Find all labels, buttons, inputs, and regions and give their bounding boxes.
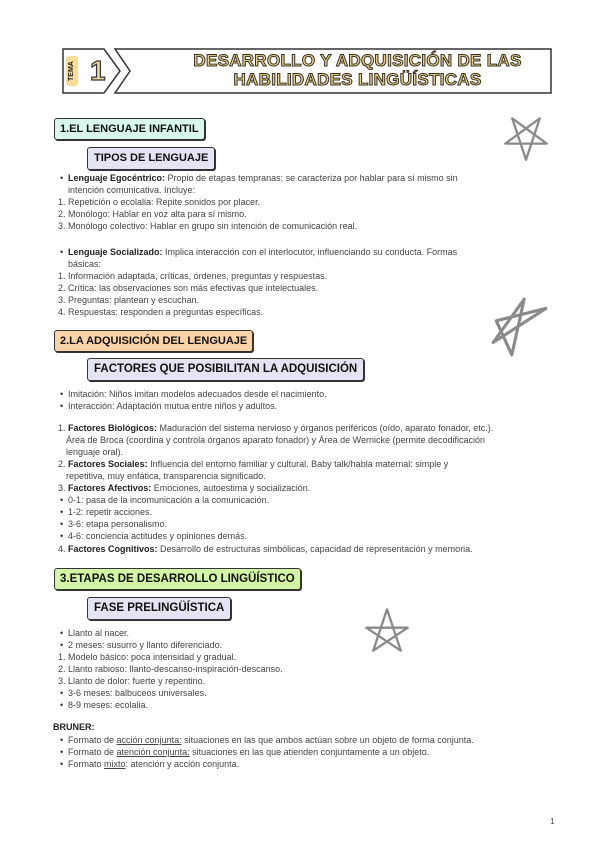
list-item: 2. Factores Sociales: Influencia del entorno familiar y cultural. Baby talk/habla maternal: simple y [58, 459, 449, 469]
list-item: • 1-2: repetir acciones. [68, 506, 152, 518]
star-doodle-icon [487, 288, 549, 366]
list-item: • 2 meses: susurro y llanto diferenciado. [68, 639, 222, 651]
list-item: 2. Crítica: las observaciones son más efectivas que intelectuales. [58, 283, 319, 293]
list-item-cont: repetitiva, muy enfática, transparencia significado. [66, 471, 266, 481]
list-item: • Lenguaje Egocéntrico: Propio de etapas tempranas; se caracteriza por hablar para sí mismo sin [68, 172, 458, 184]
subheading-fase: FASE PRELINGÜÍSTICA [87, 597, 231, 620]
bruner-heading: BRUNER: [53, 722, 95, 732]
list-item: 2. Monólogo: Hablar en voz alta para sí mismo. [58, 209, 247, 219]
list-item: • 0-1: pasa de la incomunicación a la comunicación. [68, 494, 269, 506]
list-item: • 3-6: etapa personalismo. [68, 518, 167, 530]
list-item: 1. Información adaptada, críticas, órdenes, preguntas y respuestas. [58, 271, 328, 281]
list-item: • Formato de acción conjunta: situaciones en las que ambos actúan sobre un objeto de forma conjunta. [68, 734, 474, 746]
page-title: DESARROLLO Y ADQUISICIÓN DE LAS HABILIDADES LINGÜÍSTICAS [193, 51, 522, 89]
list-item: 3. Factores Afectivos: Emociones, autoestima y socialización. [58, 483, 311, 493]
section-heading-1: 1.EL LENGUAJE INFANTIL [54, 118, 205, 140]
list-item-cont: Área de Broca (coordina y controla órganos aparato fonador) y Área de Wernicke (permite decodificación [66, 435, 486, 445]
list-item: 2. Llanto rabioso: llanto-descanso-inspiración-descanso. [58, 664, 283, 674]
list-item: • Formato de atención conjunta: situaciones en las que atienden conjuntamente a un objeto. [68, 746, 429, 758]
list-item: • Interacción: Adaptación mutua entre niños y adultos. [68, 400, 277, 412]
subheading-factores: FACTORES QUE POSIBILITAN LA ADQUISICIÓN [87, 358, 364, 381]
list-item-cont: intención comunicativa. Incluye: [68, 185, 196, 195]
list-item: 3. Llanto de dolor: fuerte y repentino. [58, 676, 206, 686]
list-item: 1. Modelo básico: poca intensidad y gradual. [58, 652, 237, 662]
list-item: • Imitación: Niños imitan modelos adecuados desde el nacimiento. [68, 388, 327, 400]
page-number: 1 [550, 817, 555, 826]
list-item: • 3-6 meses: balbuceos universales. [68, 687, 207, 699]
list-item: 1. Repetición o ecolalia: Repite sonidos por placer. [58, 197, 261, 207]
star-doodle-icon [360, 607, 414, 653]
list-item: 4. Respuestas: responden a preguntas específicas. [58, 307, 264, 317]
list-item: • Lenguaje Socializado: Implica interacción con el interlocutor, influenciando su conducta. Formas [68, 246, 457, 258]
section-heading-2: 2.LA ADQUISICIÓN DEL LENGUAJE [54, 330, 253, 352]
topic-header [60, 47, 553, 95]
list-item-cont: básicas: [68, 259, 102, 269]
list-item: 3. Preguntas: plantean y escuchan. [58, 295, 200, 305]
list-item: • Formato mixto: atención y acción conjunta. [68, 758, 239, 770]
star-doodle-icon [503, 116, 549, 162]
list-item: • 4-6: conciencia actitudes y opiniones demás. [68, 530, 247, 542]
subheading-tipos: TIPOS DE LENGUAJE [87, 147, 215, 170]
list-item-cont: lenguaje oral). [66, 447, 124, 457]
list-item: 1. Factores Biológicos: Maduración del sistema nervioso y órganos periféricos (oído, aparato fonador, etc.). [58, 423, 494, 433]
list-item: • Llanto al nacer. [68, 627, 129, 639]
topic-number: 1 [90, 55, 106, 86]
tema-badge: TEMA [66, 56, 78, 86]
list-item: 4. Factores Cognitivos: Desarrollo de estructuras simbólicas, capacidad de representación y memoria. [58, 544, 473, 554]
list-item: 3. Monólogo colectivo: Hablar en grupo sin intención de comunicación real. [58, 221, 358, 231]
list-item: • 8-9 meses: ecolalia. [68, 699, 148, 711]
section-heading-3: 3.ETAPAS DE DESARROLLO LINGÜÍSTICO [54, 568, 301, 590]
